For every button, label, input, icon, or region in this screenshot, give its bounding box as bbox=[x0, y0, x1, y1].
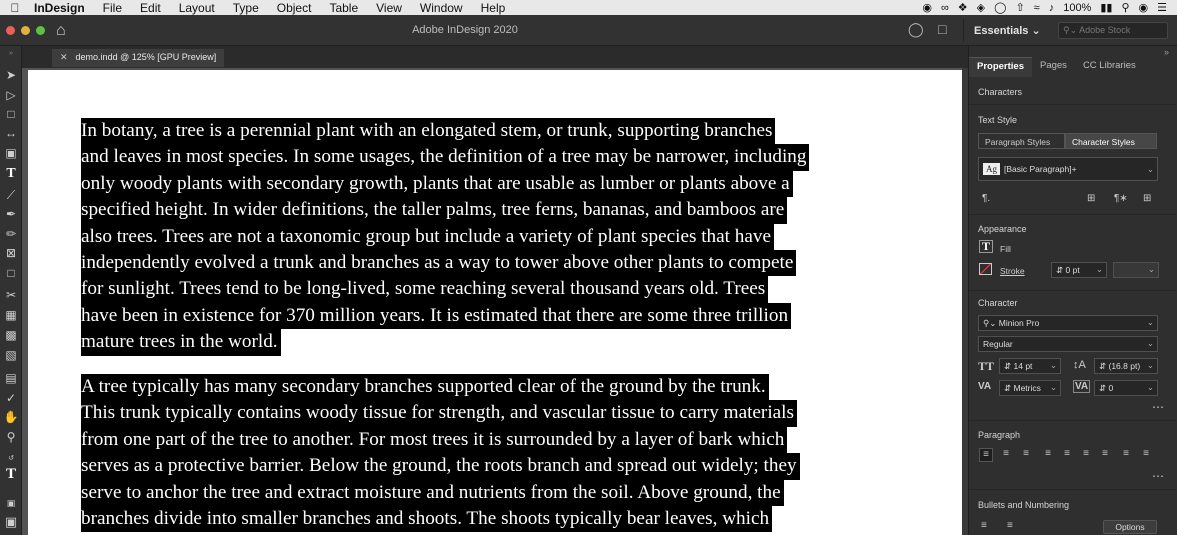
adobe-stock-search[interactable] bbox=[1058, 22, 1168, 39]
chevron-down-icon: ⌄ bbox=[1095, 264, 1103, 274]
stroke-weight-field[interactable] bbox=[1051, 262, 1107, 278]
menu-app-name[interactable]: InDesign bbox=[34, 0, 85, 15]
chevron-down-icon: ⌄ bbox=[1147, 264, 1155, 274]
clear-overrides-icon[interactable]: ¶∗ bbox=[1114, 193, 1128, 204]
stroke-swatch-icon[interactable] bbox=[979, 263, 992, 275]
style-dropdown[interactable] bbox=[978, 157, 1158, 181]
font-family-dropdown[interactable] bbox=[978, 315, 1158, 331]
kerning-field[interactable] bbox=[999, 380, 1061, 396]
style-preview: Ag bbox=[983, 163, 1000, 175]
section-paragraph: Paragraph bbox=[978, 430, 1021, 440]
options-button[interactable]: Options bbox=[1103, 520, 1157, 534]
leading-value: (16.8 pt) bbox=[1108, 361, 1141, 371]
formatting-container-icon[interactable]: ▣ bbox=[6, 498, 16, 508]
control-center-icon[interactable]: ☰ bbox=[1157, 2, 1167, 14]
app-title: Adobe InDesign 2020 bbox=[412, 24, 518, 36]
note-tool-icon[interactable]: ▤ bbox=[5, 371, 17, 385]
font-size-value: 14 pt bbox=[1013, 361, 1033, 371]
divider bbox=[969, 420, 1177, 421]
text-line: independently evolved a trunk and branches as a way to tower above other plants to compete bbox=[81, 250, 796, 276]
tracking-field[interactable] bbox=[1094, 380, 1158, 396]
close-icon[interactable]: ✕ bbox=[60, 52, 68, 62]
lightbulb-icon[interactable]: ◯ bbox=[994, 2, 1007, 14]
tracking-icon: VA bbox=[1075, 381, 1089, 392]
dropbox-icon[interactable]: ❖ bbox=[957, 2, 968, 14]
content-collector-icon[interactable]: ▣ bbox=[5, 146, 17, 160]
text-frame-paragraph-1[interactable] bbox=[81, 118, 809, 356]
document-canvas[interactable] bbox=[22, 68, 968, 535]
section-bullets-numbering: Bullets and Numbering bbox=[978, 500, 1070, 510]
text-line: and leaves in most species. In some usages, the definition of a tree may be narrower, including bbox=[81, 144, 809, 170]
chevron-down-icon: ⌄ bbox=[1146, 338, 1154, 348]
divider bbox=[969, 104, 1177, 105]
align-away-spine-icon[interactable]: ≡ bbox=[1143, 448, 1149, 459]
menu-bar bbox=[0, 0, 1177, 15]
tag-icon[interactable]: ◈ bbox=[976, 2, 986, 14]
paragraph-mark-icon[interactable]: ¶. bbox=[982, 193, 991, 204]
bulleted-list-icon[interactable]: ≡ bbox=[981, 520, 987, 531]
stepper-icon[interactable]: ⇵ bbox=[1004, 361, 1012, 371]
text-line: from one part of the tree to another. For most trees it is surrounded by a layer of bark which bbox=[81, 427, 787, 453]
align-right-icon[interactable]: ≡ bbox=[1023, 448, 1029, 459]
add-icon[interactable]: ⊞ bbox=[1143, 193, 1152, 204]
stroke-type-dropdown[interactable] bbox=[1113, 262, 1159, 278]
kerning-icon: VA bbox=[978, 381, 992, 392]
tab-cc-libraries[interactable]: CC Libraries bbox=[1082, 60, 1136, 71]
lightbulb-icon[interactable]: ◯ bbox=[908, 21, 924, 37]
tracking-value: 0 bbox=[1108, 383, 1114, 393]
text-line: branches divide into smaller branches and shoots. The shoots typically bear leaves, which bbox=[81, 506, 772, 532]
workspace-label: Essentials bbox=[974, 25, 1029, 37]
collapse-panel-icon[interactable]: » bbox=[1164, 47, 1170, 57]
stepper-icon[interactable]: ⇵ bbox=[1004, 383, 1012, 393]
stepper-icon[interactable]: ⇵ bbox=[1056, 265, 1064, 275]
gradient-feather-tool-icon[interactable]: ▧ bbox=[5, 348, 17, 362]
tab-properties[interactable]: Properties bbox=[969, 57, 1032, 77]
search-icon[interactable]: ⚲ bbox=[1121, 2, 1130, 14]
type-tool-icon[interactable]: T bbox=[6, 166, 16, 181]
selection-tool-icon[interactable]: ➤ bbox=[5, 68, 17, 82]
screen-mode-icon[interactable]: ▣ bbox=[4, 514, 18, 529]
text-line: mature trees in the world. bbox=[81, 329, 281, 355]
tools-panel bbox=[0, 46, 22, 535]
wifi-icon[interactable]: ≈ bbox=[1033, 1, 1040, 14]
chevron-down-icon: ⌄ bbox=[1146, 164, 1154, 174]
align-center-icon[interactable]: ≡ bbox=[1003, 448, 1009, 459]
chevron-down-icon: ⌄ bbox=[1049, 360, 1057, 370]
section-characters: Characters bbox=[978, 87, 1023, 97]
chevron-down-icon: ⌄ bbox=[1146, 317, 1154, 327]
chevron-down-icon: ⌄ bbox=[1146, 382, 1154, 392]
menu-window[interactable]: Window bbox=[419, 0, 463, 15]
hand-tool-icon[interactable]: ✋ bbox=[3, 410, 19, 424]
search-placeholder: Adobe Stock bbox=[1079, 25, 1131, 35]
divider bbox=[969, 290, 1177, 291]
text-line: only woody plants with secondary growth, plants that are usable as lumber or plants above a bbox=[81, 171, 793, 197]
paragraph-styles-button[interactable]: Paragraph Styles bbox=[978, 133, 1065, 149]
kerning-value: Metrics bbox=[1013, 383, 1041, 393]
align-left-icon[interactable]: ≡ bbox=[979, 448, 993, 462]
free-transform-tool-icon[interactable]: ▦ bbox=[5, 308, 17, 322]
fill-text-icon[interactable]: T bbox=[979, 240, 993, 253]
text-line: for sunlight. Trees tend to be long-lived, some reaching several thousand years old. Trees bbox=[81, 276, 768, 302]
zoom-tool-icon[interactable]: ⚲ bbox=[6, 430, 16, 444]
menu-type[interactable]: Type bbox=[232, 0, 259, 15]
more-options-icon[interactable]: ⋯ bbox=[1152, 400, 1164, 414]
direct-selection-tool-icon[interactable]: ▷ bbox=[6, 88, 16, 102]
menu-object[interactable]: Object bbox=[276, 0, 312, 15]
collapse-icon[interactable]: » bbox=[9, 50, 13, 57]
page-tool-icon[interactable]: □ bbox=[7, 107, 15, 121]
properties-panel bbox=[968, 46, 1177, 535]
line-tool-icon[interactable]: ⟋ bbox=[6, 188, 16, 202]
character-styles-button[interactable]: Character Styles bbox=[1065, 133, 1157, 149]
text-line: specified height. In wider definitions, the taller palms, tree ferns, bananas, and bamboos are bbox=[81, 197, 787, 223]
font-style-value: Regular bbox=[983, 339, 1013, 349]
battery-icon[interactable]: ▮▮ bbox=[1100, 2, 1113, 14]
stroke-weight-value: 0 pt bbox=[1065, 265, 1080, 275]
siri-icon[interactable]: ◉ bbox=[1138, 2, 1149, 14]
search-icon: ⚲⌄ bbox=[1063, 25, 1078, 35]
gap-tool-icon[interactable]: ↔ bbox=[5, 126, 17, 140]
font-family-value: Minion Pro bbox=[998, 318, 1040, 328]
justify-center-icon[interactable]: ≡ bbox=[1064, 448, 1070, 459]
pen-tool-icon[interactable]: ✒ bbox=[5, 207, 17, 221]
justify-all-icon[interactable]: ≡ bbox=[1102, 448, 1108, 459]
menu-view[interactable]: View bbox=[376, 0, 402, 15]
text-frame-paragraph-2[interactable] bbox=[81, 374, 800, 532]
text-line: This trunk typically contains woody tissue for strength, and vascular tissue to carry materials bbox=[81, 400, 797, 426]
record-icon[interactable]: ◉ bbox=[922, 2, 932, 14]
text-line: have been in existence for 370 million years. It is estimated that there are some three trillion bbox=[81, 303, 791, 329]
text-line: also trees. Trees are not a taxonomic group but include a variety of plant species that have bbox=[81, 224, 774, 250]
font-size-icon: TT bbox=[978, 359, 995, 373]
more-options-icon[interactable]: ⋯ bbox=[1152, 469, 1164, 483]
leading-icon: ↕A bbox=[1073, 359, 1086, 371]
justify-left-icon[interactable]: ≡ bbox=[1045, 448, 1051, 459]
search-icon: ⚲⌄ bbox=[983, 318, 997, 328]
app-title-bar bbox=[0, 15, 1177, 46]
apple-icon[interactable] bbox=[0, 1, 30, 15]
menu-layout[interactable]: Layout bbox=[178, 0, 215, 15]
menu-file[interactable]: File bbox=[102, 0, 123, 15]
fill-label: Fill bbox=[1000, 244, 1011, 254]
menu-table[interactable]: Table bbox=[329, 0, 359, 15]
style-name: [Basic Paragraph]+ bbox=[1004, 164, 1077, 174]
text-line: In botany, a tree is a perennial plant with an elongated stem, or trunk, supporting branches bbox=[81, 118, 775, 144]
section-appearance: Appearance bbox=[978, 224, 1027, 234]
share-icon[interactable]: □ bbox=[938, 21, 947, 37]
creative-cloud-icon[interactable]: ∞ bbox=[940, 1, 949, 14]
leading-field[interactable] bbox=[1094, 358, 1158, 374]
home-icon[interactable]: ⌂ bbox=[56, 22, 66, 39]
tab-pages[interactable]: Pages bbox=[1040, 60, 1067, 71]
text-line: serve to anchor the tree and extract moisture and nutrients from the soil. Above ground, the bbox=[81, 480, 784, 506]
chevron-down-icon: ⌄ bbox=[1031, 25, 1041, 37]
divider bbox=[963, 19, 964, 42]
align-towards-spine-icon[interactable]: ≡ bbox=[1123, 448, 1129, 459]
eyedropper-tool-icon[interactable]: ✓ bbox=[5, 391, 17, 405]
chevron-down-icon: ⌄ bbox=[1049, 382, 1057, 392]
menu-help[interactable]: Help bbox=[480, 0, 506, 15]
justify-right-icon[interactable]: ≡ bbox=[1083, 448, 1089, 459]
stepper-icon[interactable]: ⇵ bbox=[1099, 361, 1107, 371]
stepper-icon[interactable]: ⇵ bbox=[1099, 383, 1107, 393]
document-tab-label: demo.indd @ 125% [GPU Preview] bbox=[75, 52, 217, 62]
font-size-field[interactable] bbox=[999, 358, 1061, 374]
scissors-tool-icon[interactable]: ✂ bbox=[5, 288, 17, 302]
divider bbox=[969, 214, 1177, 215]
battery-percent: 100% bbox=[1063, 1, 1092, 14]
rectangle-tool-icon[interactable]: □ bbox=[7, 266, 15, 280]
chevron-down-icon: ⌄ bbox=[1146, 360, 1154, 370]
gradient-swatch-tool-icon[interactable]: ▩ bbox=[5, 328, 17, 342]
volume-icon[interactable]: ♪ bbox=[1048, 1, 1055, 14]
pencil-tool-icon[interactable]: ✏ bbox=[5, 227, 17, 241]
document-page[interactable] bbox=[28, 70, 968, 535]
create-style-icon[interactable]: ⊞ bbox=[1087, 193, 1096, 204]
workspace-switcher[interactable] bbox=[974, 24, 1041, 37]
stroke-label[interactable]: Stroke bbox=[1000, 266, 1025, 276]
status-area bbox=[922, 1, 1177, 14]
panel-tabs bbox=[969, 57, 1177, 77]
share-icon[interactable]: ⇧ bbox=[1015, 2, 1025, 14]
rectangle-frame-tool-icon[interactable]: ⊠ bbox=[5, 246, 17, 260]
document-tab[interactable] bbox=[52, 49, 224, 67]
swap-fill-stroke-icon[interactable]: ↺ bbox=[8, 455, 14, 462]
font-style-dropdown[interactable] bbox=[978, 336, 1158, 352]
menu-edit[interactable]: Edit bbox=[140, 0, 161, 15]
formatting-text-icon[interactable]: T bbox=[5, 466, 16, 482]
numbered-list-icon[interactable]: ≡ bbox=[1007, 520, 1013, 531]
document-tab-bar bbox=[22, 46, 968, 68]
text-line: A tree typically has many secondary branches supported clear of the ground by the trunk. bbox=[81, 374, 769, 400]
section-character: Character bbox=[978, 298, 1018, 308]
divider bbox=[969, 489, 1177, 490]
text-line: serves as a protective barrier. Below the ground, the roots branch and spread out widely; they bbox=[81, 453, 800, 479]
section-text-style: Text Style bbox=[978, 115, 1018, 125]
